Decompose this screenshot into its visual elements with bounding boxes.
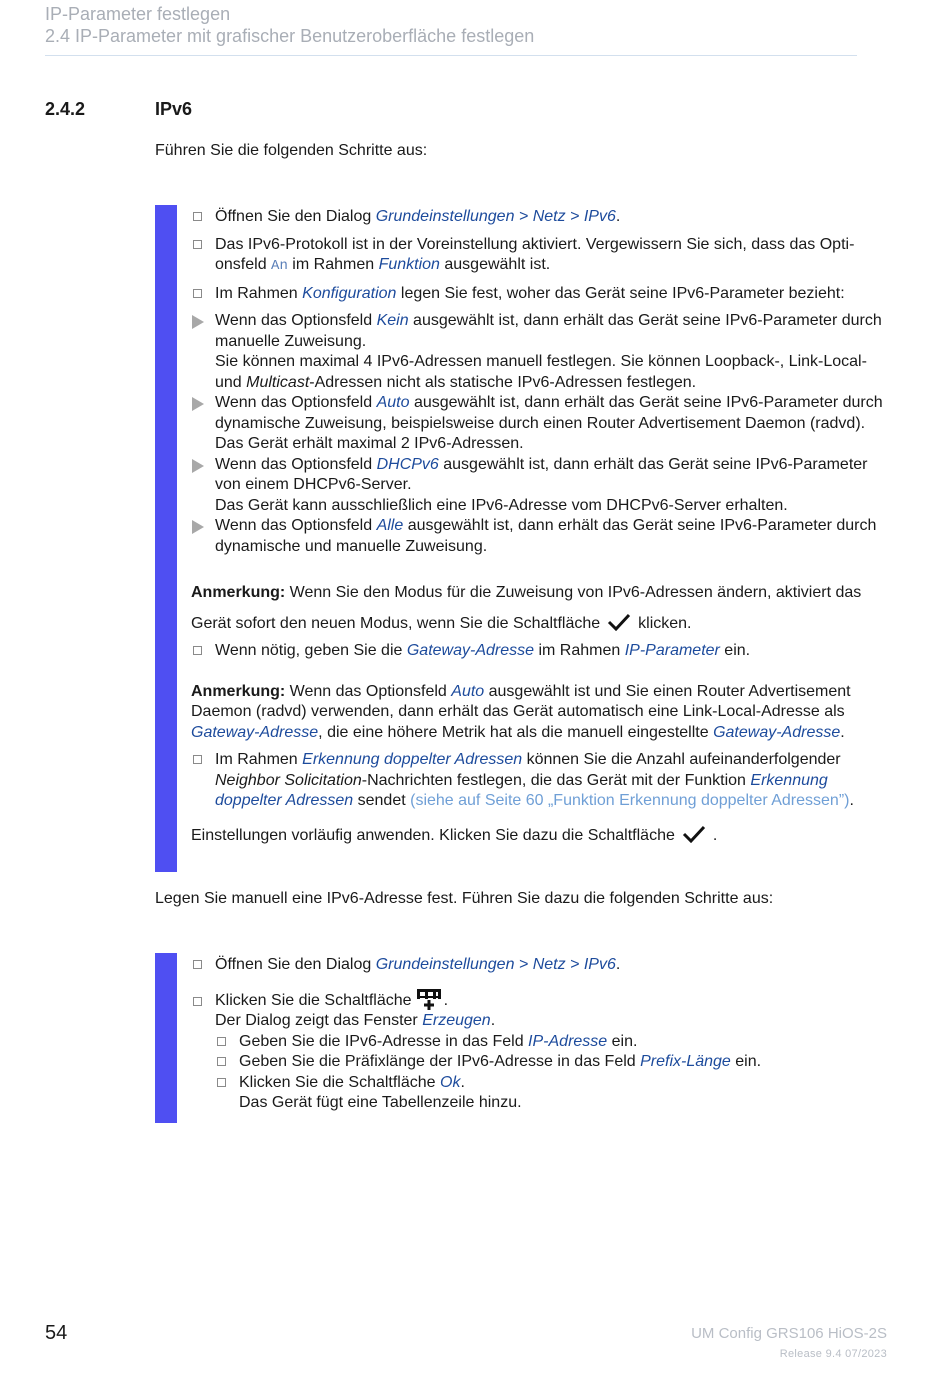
step-item: Öffnen Sie den Dialog Grundeinstellungen > Netz > IPv6. xyxy=(191,955,886,976)
ui-term: Grundeinstellungen > Netz > IPv6 xyxy=(375,208,616,225)
running-header-chapter: IP-Parameter festlegen xyxy=(45,4,231,24)
ui-term: Auto xyxy=(451,682,485,700)
ui-term: Funktion xyxy=(378,256,440,273)
arrow-bullet-icon xyxy=(192,315,204,329)
substep-item: Klicken Sie die Schaltfläche Ok. Das Gerät fügt eine Tabellenzeile hinzu. xyxy=(191,1073,886,1114)
option-item: Wenn das Optionsfeld DHCPv6 ausgewählt ist, dann erhält das Gerät seine IPv6-Parameter von einem DHCPv6-Server. Das Gerät kann ausschließlich eine IPv6-Adresse vom DHCPv6-Server erhalten. xyxy=(191,455,886,517)
apply-instruction: Einstellungen vorläufig anwenden. Klicken Sie dazu die Schaltfläche . xyxy=(191,826,718,844)
ui-term: IP-Adresse xyxy=(528,1032,608,1050)
checkbox-icon xyxy=(193,960,202,969)
note-label: Anmerkung: xyxy=(191,682,286,700)
footer-document-id: UM Config GRS106 HiOS-2S xyxy=(691,1325,887,1342)
note: Anmerkung: Wenn Sie den Modus für die Zuweisung von IPv6-Adressen ändern, aktiviert das Gerät sofort den neuen Modus, wenn Sie die Schaltfläche klicken. xyxy=(191,584,862,632)
page-number: 54 xyxy=(45,1322,68,1344)
option-item: Wenn das Optionsfeld Alle ausgewählt ist, dann erhält das Gerät seine IPv6-Parameter durch dynamische und manuelle Zuweisung. xyxy=(191,516,886,557)
checkbox-icon xyxy=(217,1057,226,1066)
step-item: Öffnen Sie den Dialog Grundeinstellungen > Netz > IPv6. xyxy=(191,207,886,228)
note: Anmerkung: Wenn das Optionsfeld Auto ausgewählt ist und Sie einen Router Advertisement Daemon (radvd) verwenden, dann erhält das Gerät automatisch eine Link-Local-Adresse als Gateway-Adresse, die eine höhere Metrik hat als die manuell eingestellte Gateway-Adresse. xyxy=(191,682,851,741)
note-label: Anmerkung: xyxy=(191,584,286,601)
checkbox-icon xyxy=(193,646,202,655)
ui-term: Grundeinstellungen > Netz > IPv6 xyxy=(375,956,616,973)
ui-term: Erkennung doppelter Adressen xyxy=(302,751,523,768)
substep-item: Geben Sie die Präfixlänge der IPv6-Adresse in das Feld Prefix-Länge ein. xyxy=(191,1052,886,1073)
step-item: Im Rahmen Konfiguration legen Sie fest, woher das Gerät seine IPv6-Parameter bezieht: xyxy=(191,284,886,305)
ui-term: Gateway-Adresse xyxy=(406,642,535,659)
ui-term: Kein xyxy=(376,312,409,329)
header-rule xyxy=(45,55,857,56)
ui-term: Gateway-Adresse xyxy=(191,723,319,741)
step-item: Das IPv6-Protokoll ist in der Voreinstellung aktiviert. Vergewissern Sie sich, dass das Optionsfeld An im Rahmen Funktion ausgewählt ist. xyxy=(191,235,886,277)
section-number: 2.4.2 xyxy=(45,99,86,119)
checkmark-icon xyxy=(681,825,707,843)
checkbox-icon xyxy=(217,1078,226,1087)
ui-term: An xyxy=(271,258,288,274)
emphasis: Multicast xyxy=(246,373,310,391)
intro-paragraph: Führen Sie die folgenden Schritte aus: xyxy=(155,142,428,159)
ui-term: DHCPv6 xyxy=(376,455,439,473)
ui-term: Alle xyxy=(376,517,404,534)
checkbox-icon xyxy=(217,1037,226,1046)
add-table-row-icon xyxy=(414,987,444,1011)
checkbox-icon xyxy=(193,240,202,249)
step-item: Wenn nötig, geben Sie die Gateway-Adresse im Rahmen IP-Parameter ein. xyxy=(191,641,886,662)
emphasis: Neighbor Solicitation xyxy=(215,771,362,789)
intro-paragraph: Legen Sie manuell eine IPv6-Adresse fest. Führen Sie dazu die folgenden Schritte aus: xyxy=(155,890,774,907)
ui-term: Prefix-Länge xyxy=(640,1053,731,1070)
ui-term: Erzeugen xyxy=(422,1012,491,1029)
ui-term: Gateway-Adresse xyxy=(713,723,841,741)
ui-term: Konfiguration xyxy=(302,284,397,302)
ui-term: Erkennung doppelter Adressen xyxy=(215,771,828,809)
ui-term: Ok xyxy=(440,1073,461,1091)
checkmark-icon xyxy=(606,613,632,631)
step-block-bar xyxy=(155,205,177,872)
running-header-section: 2.4 IP-Parameter mit grafischer Benutzeroberfläche festlegen xyxy=(45,26,535,46)
arrow-bullet-icon xyxy=(192,459,204,473)
checkbox-icon xyxy=(193,755,202,764)
arrow-bullet-icon xyxy=(192,397,204,411)
checkbox-icon xyxy=(193,289,202,298)
step-item: Klicken Sie die Schaltfläche . Der Dialog zeigt das Fenster Erzeugen. xyxy=(191,987,886,1032)
option-item: Wenn das Optionsfeld Auto ausgewählt ist, dann erhält das Gerät seine IPv6-Parameter durch dynamische Zuweisung, beispielsweise durch einen Router Advertisement Daemon (radvd). Das Gerät erhält maximal 2 IPv6-Adressen. xyxy=(191,393,886,455)
footer-release: Release 9.4 07/2023 xyxy=(779,1348,887,1360)
section-title: IPv6 xyxy=(155,99,193,119)
arrow-bullet-icon xyxy=(192,520,204,534)
ui-term: IP-Parameter xyxy=(624,642,720,659)
cross-reference-link[interactable]: (siehe auf Seite 60 „Funktion Erkennung doppelter Adressen”) xyxy=(410,792,850,809)
step-item: Im Rahmen Erkennung doppelter Adressen können Sie die Anzahl aufeinanderfolgender Neighbor Solicitation-Nachrichten festlegen, die das Gerät mit der Funktion Erkennung doppelter Adressen sendet (siehe auf Seite 60 „Funktion Erkennung doppelter Adressen”). xyxy=(191,750,886,812)
ui-term: Auto xyxy=(376,394,410,411)
checkbox-icon xyxy=(193,997,202,1006)
option-item: Wenn das Optionsfeld Kein ausgewählt ist, dann erhält das Gerät seine IPv6-Parameter durch manuelle Zuweisung. Sie können maximal 4 IPv6-Adressen manuell festlegen. Sie können Loopback-, Link-Local- und Multicast-Adressen nicht als statische IPv6-Adressen festlegen. xyxy=(191,311,886,393)
step-block-1 xyxy=(191,207,886,849)
checkbox-icon xyxy=(193,212,202,221)
step-block-bar xyxy=(155,953,177,1123)
substep-item: Geben Sie die IPv6-Adresse in das Feld IP-Adresse ein. xyxy=(191,1032,886,1053)
step-block-2 xyxy=(191,955,886,1114)
